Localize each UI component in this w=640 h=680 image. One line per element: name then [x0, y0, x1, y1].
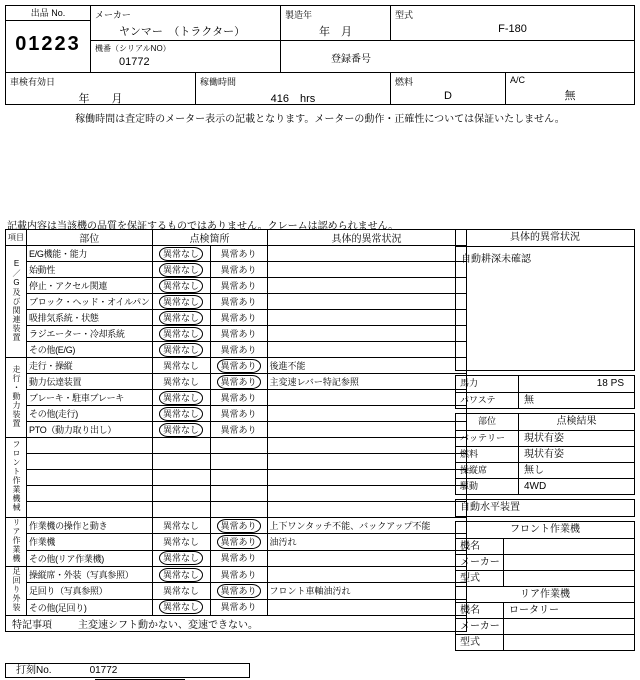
result-cell: 4WD — [524, 481, 547, 492]
part-label: その他(足回り) — [27, 599, 153, 615]
special-notes-label: 特記事項 — [12, 620, 52, 631]
ok-cell — [152, 358, 210, 374]
table-row — [6, 342, 467, 358]
model-cell — [391, 6, 634, 41]
ok-mark: 異常なし — [159, 568, 203, 582]
detail-cell: フロント車軸油汚れ — [267, 583, 466, 599]
detail-cell — [267, 470, 466, 486]
rear-model-row — [456, 634, 634, 650]
mfg-year-value: 年 月 — [319, 26, 352, 38]
name-label: 機名 — [456, 603, 504, 618]
serial-label: 機番（シリアルNO） — [95, 44, 171, 53]
registration-label: 登録番号 — [331, 54, 371, 65]
right-panel — [455, 229, 635, 655]
ng-mark: 異常あり — [220, 312, 257, 323]
abnormal-box — [455, 229, 635, 371]
detail-cell: 後進不能 — [267, 358, 466, 374]
part-header: 部位 — [456, 414, 519, 430]
table-row — [6, 390, 467, 406]
auto-level-box — [455, 499, 635, 517]
ok-mark: 異常なし — [159, 263, 203, 277]
ng-mark: 異常あり — [220, 553, 257, 564]
exhibit-no-value: 01223 — [15, 33, 81, 55]
part-label — [27, 502, 153, 518]
detail-cell — [267, 294, 466, 310]
ng-cell — [210, 534, 267, 550]
ok-mark: 異常なし — [163, 520, 200, 531]
ng-cell — [210, 599, 267, 615]
part-label — [27, 486, 153, 502]
ng-mark: 異常あり — [217, 359, 261, 373]
ng-mark: 異常あり — [220, 569, 257, 580]
part-label: 停止・アクセル関連 — [27, 278, 153, 294]
check-result-header-row — [456, 414, 634, 430]
part-label: ブロック・ヘッド・オイルパン — [27, 294, 153, 310]
ok-mark — [177, 494, 185, 496]
ok-cell — [152, 470, 210, 486]
rear-implement-header: リア作業機 — [456, 586, 634, 602]
ok-mark: 異常なし — [159, 247, 203, 261]
table-row — [6, 262, 467, 278]
part-label — [27, 438, 153, 454]
maker-label: メーカー — [456, 619, 504, 634]
fuel-label: 燃料 — [395, 77, 414, 87]
check-result-row — [456, 462, 634, 478]
group-label-front-implement: フロント作業機械 — [6, 438, 27, 518]
shaken-label: 車検有効日 — [10, 77, 56, 87]
exhibit-no-label: 出品 No. — [6, 6, 90, 21]
ok-cell — [152, 374, 210, 390]
ng-mark: 異常あり — [217, 375, 261, 389]
table-row — [6, 518, 467, 534]
detail-cell — [267, 390, 466, 406]
check-result-row — [456, 446, 634, 462]
part-label: 作業機 — [27, 534, 153, 550]
name-value — [504, 539, 634, 554]
exhibit-no-cell — [6, 6, 91, 73]
ok-cell — [152, 567, 210, 583]
ok-cell — [152, 342, 210, 358]
maker-value: ヤンマー （トラクター） — [119, 26, 246, 38]
disclaimer-text: 記載内容は当該機の品質を保証するものではありません。クレームは認められません。 — [7, 221, 399, 232]
fuel-value: D — [444, 90, 452, 102]
ng-cell — [210, 294, 267, 310]
part-cell: 操縦席 — [456, 463, 519, 478]
table-row — [6, 550, 467, 566]
power-steering-value: 無 — [524, 395, 534, 406]
maker-value — [504, 555, 634, 570]
name-label: 機名 — [456, 539, 504, 554]
detail-cell — [267, 326, 466, 342]
horsepower-row — [456, 376, 634, 392]
part-label: 始動性 — [27, 262, 153, 278]
abnormal-header: 具体的異常状況 — [510, 232, 580, 243]
registration-cell — [281, 41, 634, 73]
horsepower-value: 18 PS — [596, 378, 624, 389]
part-label: ブレーキ・駐車ブレーキ — [27, 390, 153, 406]
stamp-no-value: 01772 — [89, 665, 118, 676]
ng-cell — [210, 262, 267, 278]
check-result-row — [456, 430, 634, 446]
ng-mark: 異常あり — [220, 296, 257, 307]
ok-mark: 異常なし — [159, 279, 203, 293]
ok-mark — [177, 478, 185, 480]
ok-cell — [152, 502, 210, 518]
ok-mark: 異常なし — [159, 423, 203, 437]
ng-mark: 異常あり — [220, 248, 257, 259]
front-maker-row — [456, 554, 634, 570]
table-row — [6, 502, 467, 518]
ok-cell — [152, 406, 210, 422]
maker-cell — [91, 6, 281, 41]
ac-label: A/C — [510, 75, 526, 85]
stamp-no-label: 打刻No. — [16, 665, 52, 676]
ok-mark: 異常なし — [159, 311, 203, 325]
ac-value: 無 — [564, 90, 576, 102]
model-label: 型式 — [395, 10, 414, 20]
ng-mark: 異常あり — [220, 408, 257, 419]
detail-cell — [267, 502, 466, 518]
ok-mark: 異常なし — [163, 376, 200, 387]
table-row — [6, 278, 467, 294]
check-result-table — [455, 413, 635, 495]
part-label: 吸排気系統・状態 — [27, 310, 153, 326]
abnormal-note: 自動耕深未確認 — [456, 246, 634, 370]
part-label — [27, 470, 153, 486]
detail-cell: 油汚れ — [267, 534, 466, 550]
ok-cell — [152, 534, 210, 550]
shaken-value: 年 月 — [78, 93, 123, 104]
table-row — [6, 326, 467, 342]
ng-mark: 異常あり — [220, 328, 257, 339]
detail-cell: 上下ワンタッチ不能、バックアップ不能 — [267, 518, 466, 534]
meter-note: 稼働時間は査定時のメーター表示の記載となります。メーターの動作・正確性については保証いたしません。 — [75, 114, 565, 125]
model-label: 型式 — [456, 571, 504, 586]
result-cell: 無し — [524, 465, 544, 476]
table-row — [6, 358, 467, 374]
power-steering-label: パワステ — [456, 393, 519, 408]
ok-mark: 異常なし — [159, 600, 203, 614]
ng-cell — [210, 550, 267, 566]
shaken-cell — [6, 73, 196, 104]
ok-cell — [152, 583, 210, 599]
detail-cell — [267, 599, 466, 615]
power-box — [455, 375, 635, 409]
ng-mark — [235, 478, 243, 480]
ok-cell — [152, 438, 210, 454]
ng-cell — [210, 454, 267, 470]
ng-cell — [210, 470, 267, 486]
ng-cell — [210, 374, 267, 390]
col-part: 部位 — [27, 230, 153, 246]
front-implement-header: フロント作業機 — [510, 524, 580, 535]
fuel-cell — [391, 73, 506, 104]
ng-cell — [210, 438, 267, 454]
ok-mark: 異常なし — [159, 551, 203, 565]
model-label: 型式 — [456, 635, 504, 650]
ng-cell — [210, 583, 267, 599]
group-label-rear-implement: リア作業機 — [6, 518, 27, 567]
table-header-row — [6, 230, 467, 246]
part-label: その他(リア作業機) — [27, 550, 153, 566]
part-cell: 燃料 — [456, 447, 519, 462]
part-cell: 駆動 — [456, 479, 519, 494]
ok-cell — [152, 262, 210, 278]
table-row — [6, 438, 467, 454]
ok-mark: 異常なし — [159, 295, 203, 309]
table-row — [6, 294, 467, 310]
maker-label: メーカー — [95, 10, 131, 20]
ng-cell — [210, 567, 267, 583]
detail-cell — [267, 342, 466, 358]
ok-cell — [152, 599, 210, 615]
ng-mark: 異常あり — [217, 584, 261, 598]
detail-cell — [267, 406, 466, 422]
detail-cell — [267, 278, 466, 294]
result-cell: 現状有姿 — [524, 433, 564, 444]
stamp-no-box — [5, 663, 250, 678]
detail-cell — [267, 567, 466, 583]
power-steering-row — [456, 392, 634, 408]
maker-value — [504, 619, 634, 634]
hours-value: 416 hrs — [270, 93, 316, 104]
detail-cell — [267, 422, 466, 438]
ng-mark: 異常あり — [220, 280, 257, 291]
table-row — [6, 486, 467, 502]
ng-mark — [235, 510, 243, 512]
ng-mark: 異常あり — [217, 519, 261, 533]
ng-mark — [235, 446, 243, 448]
ok-cell — [152, 294, 210, 310]
table-row — [6, 567, 467, 583]
ng-cell — [210, 246, 267, 262]
ok-cell — [152, 486, 210, 502]
detail-cell — [267, 438, 466, 454]
ok-cell — [152, 550, 210, 566]
part-label: PTO（動力取り出し） — [27, 422, 153, 438]
ng-cell — [210, 310, 267, 326]
ok-cell — [152, 390, 210, 406]
ok-mark: 異常なし — [163, 585, 200, 596]
ok-cell — [152, 326, 210, 342]
maker-label: メーカー — [456, 555, 504, 570]
ok-mark — [177, 462, 185, 464]
detail-cell: 主変速レバー特記参照 — [267, 374, 466, 390]
col-item: 項目 — [6, 230, 27, 246]
hours-cell — [196, 73, 391, 104]
part-label: 動力伝達装置 — [27, 374, 153, 390]
serial-cell — [91, 41, 281, 73]
part-cell: バッテリー — [456, 431, 519, 446]
ok-mark: 異常なし — [159, 407, 203, 421]
table-row — [6, 422, 467, 438]
inspection-table — [5, 229, 467, 632]
model-value: F-180 — [498, 23, 527, 35]
ok-cell — [152, 278, 210, 294]
ok-mark: 異常なし — [163, 536, 200, 547]
table-row — [6, 246, 467, 262]
rear-maker-row — [456, 618, 634, 634]
ng-cell — [210, 486, 267, 502]
ac-cell — [506, 73, 634, 104]
ng-cell — [210, 502, 267, 518]
model-value — [504, 571, 634, 586]
front-model-row — [456, 570, 634, 586]
detail-cell — [267, 486, 466, 502]
mfg-year-cell — [281, 6, 391, 41]
ng-mark: 異常あり — [220, 264, 257, 275]
ng-cell — [210, 422, 267, 438]
serial-value: 01772 — [119, 56, 150, 68]
ok-cell — [152, 454, 210, 470]
ng-mark: 異常あり — [220, 344, 257, 355]
special-notes-text: 主変速シフト動かない、変速できない。 — [78, 620, 258, 631]
table-row — [6, 310, 467, 326]
group-label-engine: E／G及び関連装置 — [6, 246, 27, 358]
ok-mark: 異常なし — [163, 360, 200, 371]
ng-cell — [210, 278, 267, 294]
table-row — [6, 374, 467, 390]
result-header: 点検結果 — [556, 416, 597, 427]
ng-cell — [210, 358, 267, 374]
part-label: 操縦席・外装（写真参照） — [27, 567, 153, 583]
part-label: 足回り（写真参照） — [27, 583, 153, 599]
ok-cell — [152, 310, 210, 326]
ng-mark: 異常あり — [220, 424, 257, 435]
table-row — [6, 406, 467, 422]
table-row — [6, 454, 467, 470]
detail-cell — [267, 262, 466, 278]
ng-cell — [210, 390, 267, 406]
detail-cell — [267, 550, 466, 566]
horsepower-label: 馬力 — [456, 376, 519, 392]
ng-mark: 異常あり — [220, 392, 257, 403]
table-row — [6, 534, 467, 550]
special-notes-row — [6, 616, 467, 632]
group-label-drivetrain: 走行・動力装置 — [6, 358, 27, 438]
detail-cell — [267, 310, 466, 326]
col-check: 点検箇所 — [152, 230, 267, 246]
front-name-row — [456, 538, 634, 554]
ng-cell — [210, 326, 267, 342]
ok-mark — [177, 510, 185, 512]
ok-cell — [152, 422, 210, 438]
rear-name-row — [456, 602, 634, 618]
table-row — [6, 583, 467, 599]
part-label: その他(走行) — [27, 406, 153, 422]
hours-label: 稼働時間 — [200, 77, 237, 87]
ok-mark — [177, 446, 185, 448]
ng-cell — [210, 342, 267, 358]
ng-mark: 異常あり — [217, 535, 261, 549]
col-detail: 具体的異常状況 — [267, 230, 466, 246]
ok-cell — [152, 246, 210, 262]
result-cell: 現状有姿 — [524, 449, 564, 460]
table-row — [6, 599, 467, 615]
ok-mark: 異常なし — [159, 327, 203, 341]
ng-cell — [210, 406, 267, 422]
part-label: E/G機能・能力 — [27, 246, 153, 262]
auto-level-label: 自動水平装置 — [460, 502, 520, 513]
implement-box — [455, 521, 635, 651]
mfg-year-label: 製造年 — [285, 10, 313, 20]
detail-cell — [267, 246, 466, 262]
ok-cell — [152, 518, 210, 534]
part-label: 作業機の操作と動き — [27, 518, 153, 534]
group-label-undercarriage: 足回り外装 — [6, 567, 27, 616]
ok-mark: 異常なし — [159, 391, 203, 405]
ng-mark — [235, 494, 243, 496]
ng-mark — [235, 462, 243, 464]
check-result-row — [456, 478, 634, 494]
detail-cell — [267, 454, 466, 470]
header-table — [5, 5, 635, 105]
name-value: ロータリー — [509, 605, 559, 616]
ng-mark: 異常あり — [220, 602, 257, 613]
model-value — [504, 635, 634, 650]
ng-cell — [210, 518, 267, 534]
part-label: ラジエーター・冷却系統 — [27, 326, 153, 342]
ok-mark: 異常なし — [159, 343, 203, 357]
part-label — [27, 454, 153, 470]
table-row — [6, 470, 467, 486]
part-label: 走行・操縦 — [27, 358, 153, 374]
part-label: その他(E/G) — [27, 342, 153, 358]
